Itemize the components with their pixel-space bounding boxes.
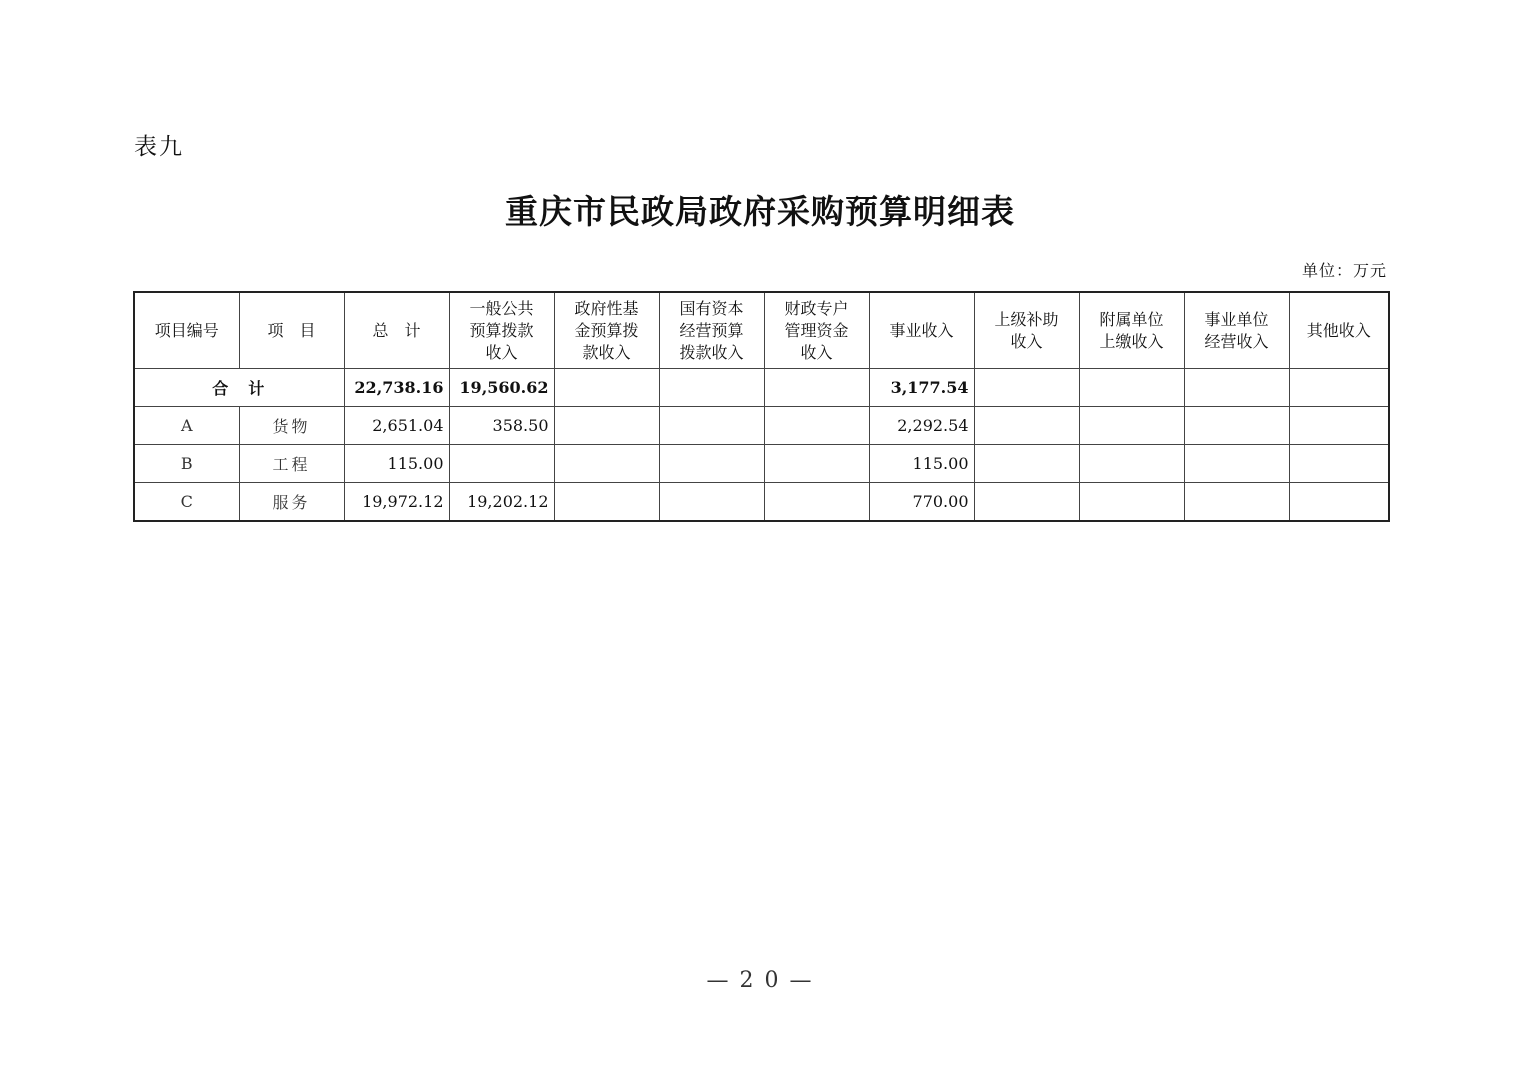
table-cell [764,483,869,522]
document-title: 重庆市民政局政府采购预算明细表 [505,192,1015,231]
item-code: B [134,445,239,483]
table-cell [1289,407,1389,445]
column-header: 项 目 [239,292,344,369]
table-cell [1079,445,1184,483]
item-name: 货物 [239,407,344,445]
table-cell: 115.00 [344,445,449,483]
table-cell [974,369,1079,407]
table-cell [1289,483,1389,522]
table-cell [449,445,554,483]
table-cell [1184,445,1289,483]
table-cell [1289,445,1389,483]
column-header: 国有资本 经营预算 拨款收入 [659,292,764,369]
item-code: A [134,407,239,445]
table-cell: 115.00 [869,445,974,483]
table-cell: 2,292.54 [869,407,974,445]
table-row [134,407,1389,445]
column-header: 一般公共 预算拨款 收入 [449,292,554,369]
table-cell: 19,972.12 [344,483,449,522]
table-cell [554,369,659,407]
table-cell [1079,369,1184,407]
table-row [134,483,1389,522]
table-cell [764,407,869,445]
table-label: 表九 [134,134,184,160]
unit-note: 单位：万元 [1301,261,1387,280]
table-cell [554,407,659,445]
table-cell [659,445,764,483]
table-cell [659,483,764,522]
table-cell [554,445,659,483]
table-cell: 19,560.62 [449,369,554,407]
table-cell: 3,177.54 [869,369,974,407]
table-cell [1184,483,1289,522]
item-name: 工程 [239,445,344,483]
header-row [134,292,1389,369]
table-row [134,445,1389,483]
table-cell [659,369,764,407]
column-header: 事业单位 经营收入 [1184,292,1289,369]
column-header: 财政专户 管理资金 收入 [764,292,869,369]
column-header: 政府性基 金预算拨 款收入 [554,292,659,369]
column-header: 附属单位 上缴收入 [1079,292,1184,369]
table-cell [974,407,1079,445]
table-cell [554,483,659,522]
total-row [134,369,1389,407]
item-code: C [134,483,239,522]
table-cell [1079,407,1184,445]
table-cell: 19,202.12 [449,483,554,522]
column-header: 上级补助 收入 [974,292,1079,369]
item-name: 服务 [239,483,344,522]
table-cell: 358.50 [449,407,554,445]
total-label: 合 计 [134,369,344,407]
table-cell [1289,369,1389,407]
page-number: — 2 0 — [706,968,814,993]
table-cell [764,369,869,407]
table-cell [659,407,764,445]
column-header: 总 计 [344,292,449,369]
table-cell: 770.00 [869,483,974,522]
table-cell [1184,369,1289,407]
column-header: 项目编号 [134,292,239,369]
table-cell [764,445,869,483]
table-cell: 2,651.04 [344,407,449,445]
table-cell: 22,738.16 [344,369,449,407]
procurement-budget-table [133,291,1390,522]
table-cell [974,483,1079,522]
table-cell [974,445,1079,483]
table-cell [1184,407,1289,445]
column-header: 事业收入 [869,292,974,369]
column-header: 其他收入 [1289,292,1389,369]
table-cell [1079,483,1184,522]
